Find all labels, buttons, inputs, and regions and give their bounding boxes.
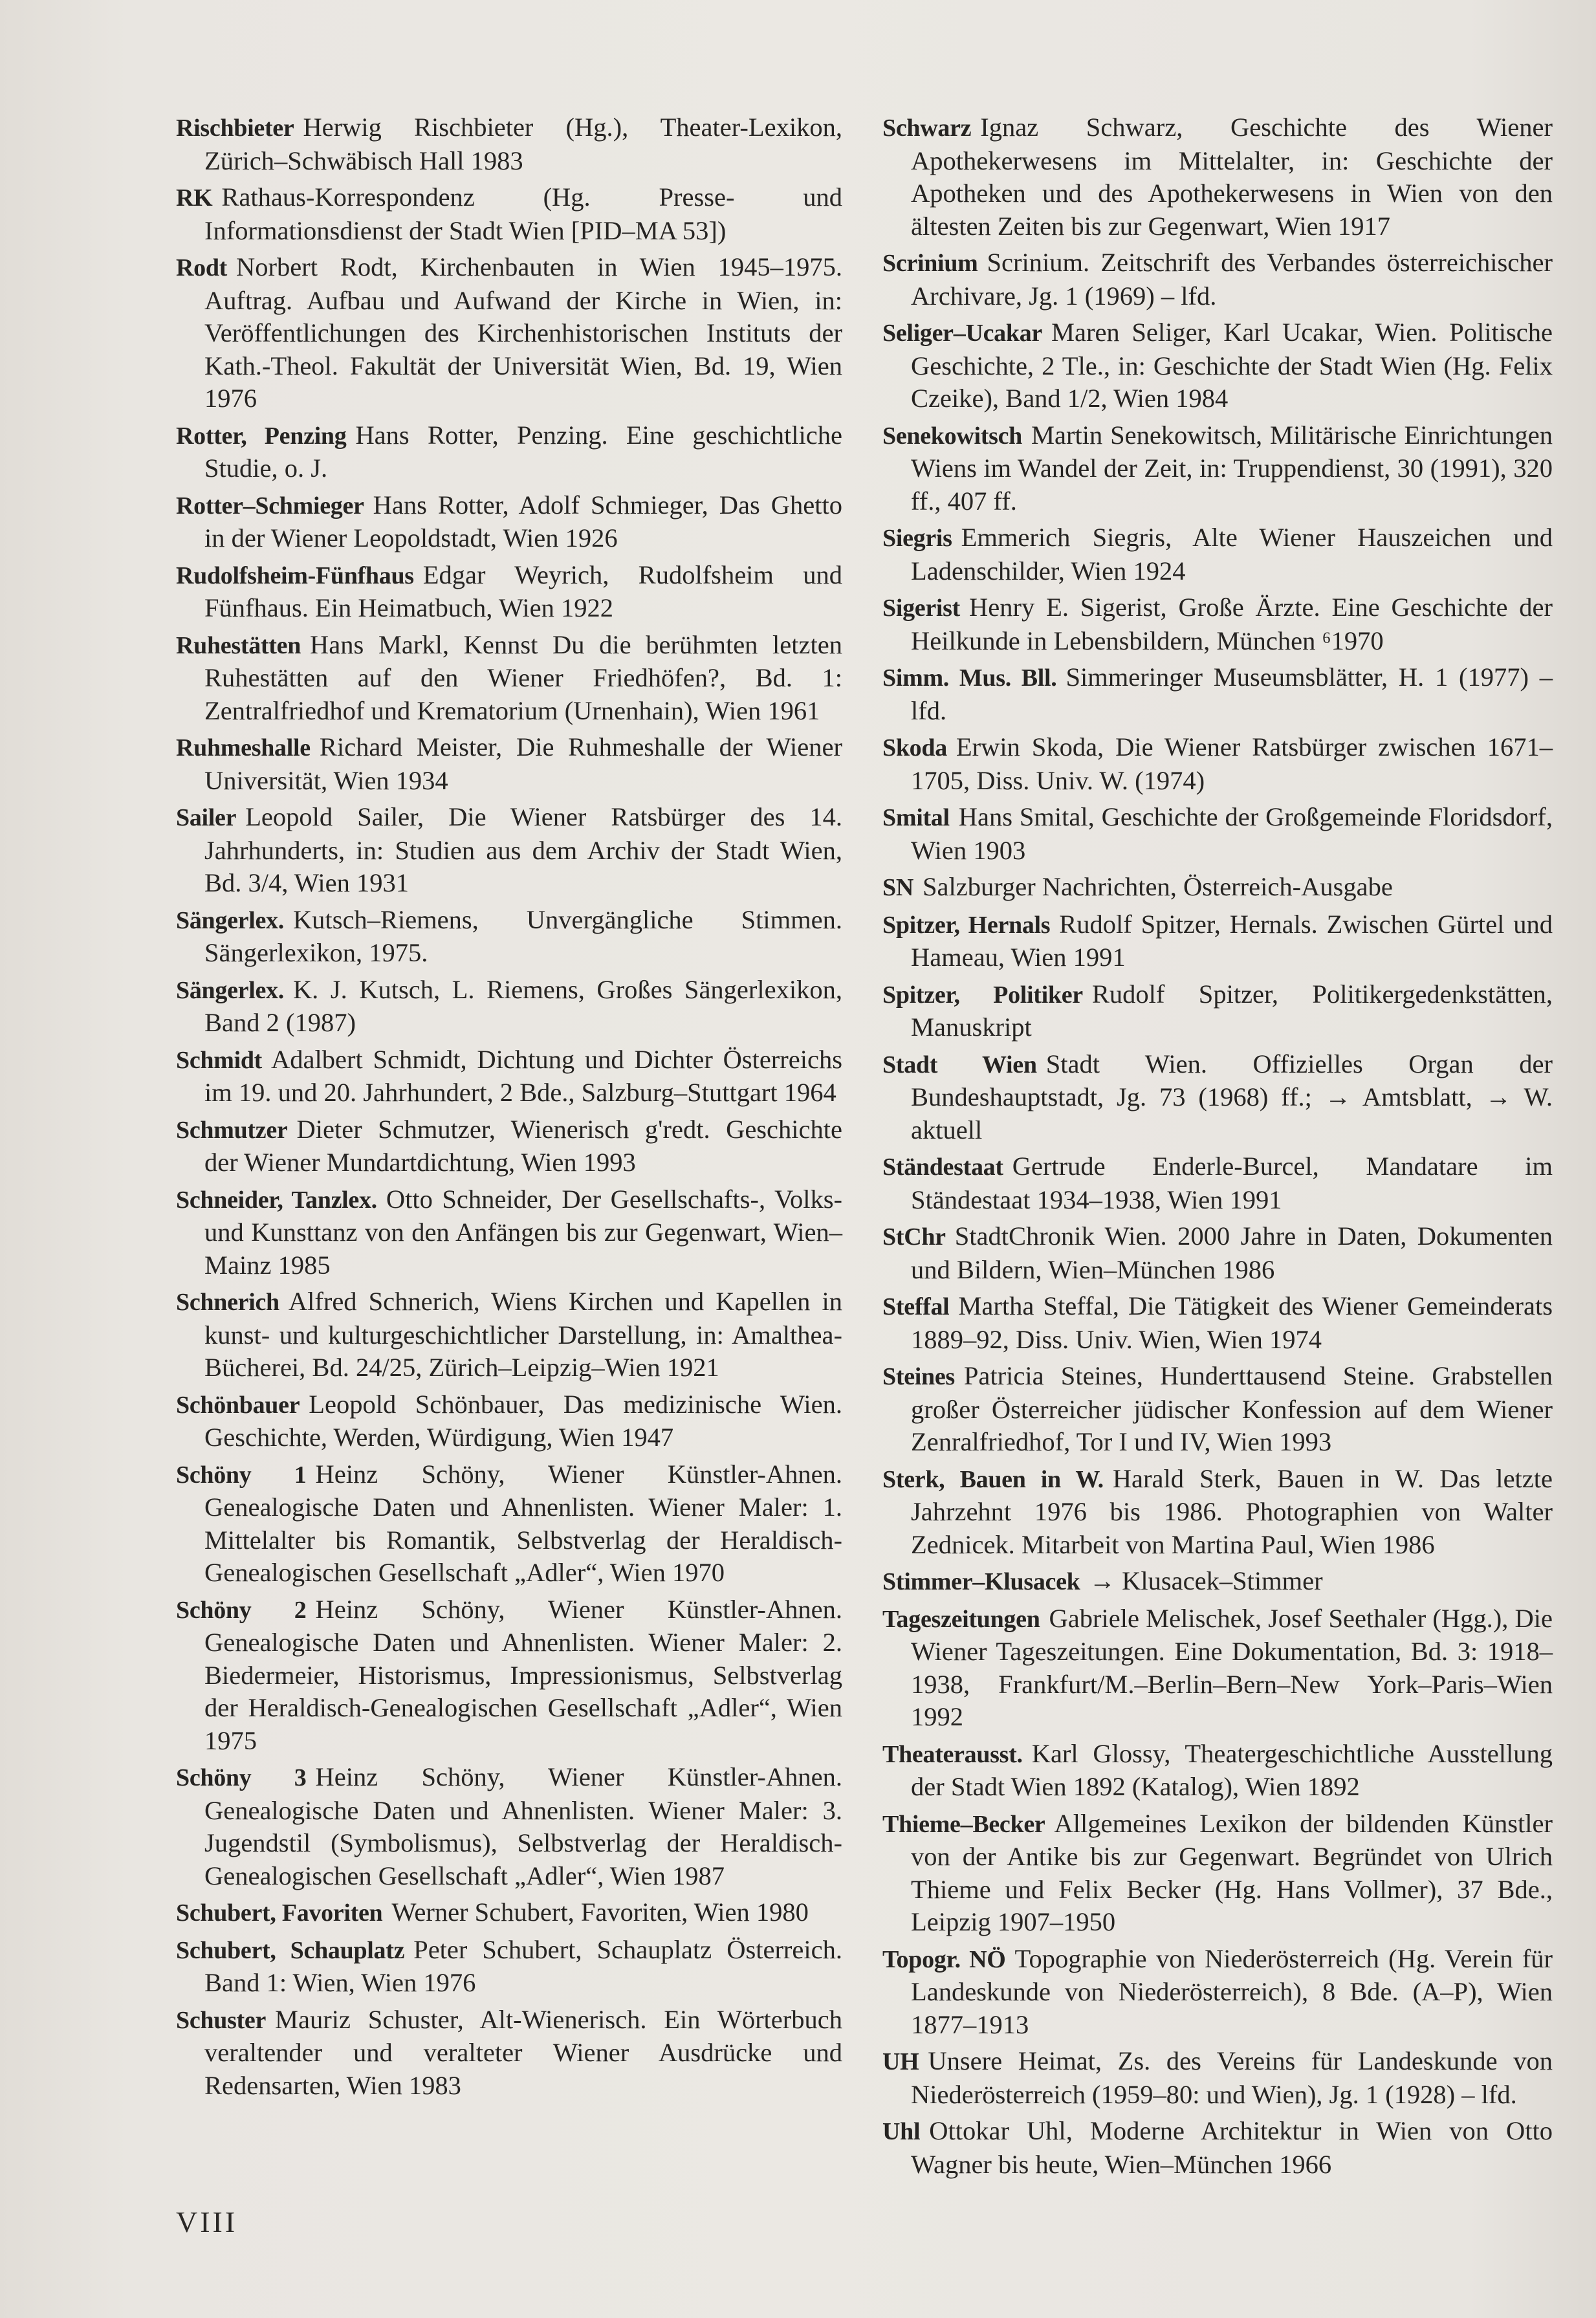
- entry-abbreviation: Schönbauer: [176, 1391, 300, 1419]
- entry-citation: Karl Glossy, Theatergeschichtliche Ausstellung der Stadt Wien 1892 (Katalog), Wien 1892: [911, 1738, 1553, 1801]
- bibliography-entry: [882, 419, 1553, 518]
- bibliography-entry: [176, 2004, 842, 2103]
- entry-abbreviation: Ruhmeshalle: [176, 734, 311, 761]
- entry-abbreviation: SN: [882, 874, 913, 901]
- entry-citation: Harald Sterk, Bauen in W. Das letzte Jahrzehnt 1976 bis 1986. Photographien von Walter Zednicek. Mitarbeit von Martina Paul, Wien 1986: [911, 1463, 1553, 1559]
- bibliography-entry: [882, 2115, 1553, 2181]
- entry-citation: K. J. Kutsch, L. Riemens, Großes Sängerlexikon, Band 2 (1987): [204, 974, 842, 1037]
- bibliography-entry: [882, 1463, 1553, 1562]
- entry-citation: Ottokar Uhl, Moderne Architektur in Wien von Otto Wagner bis heute, Wien–München 1966: [911, 2116, 1553, 2179]
- entry-abbreviation: UH: [882, 2048, 919, 2075]
- entry-citation: Hans Rotter, Adolf Schmieger, Das Ghetto in der Wiener Leopoldstadt, Wien 1926: [204, 490, 842, 552]
- bibliography-entry: [176, 181, 842, 247]
- entry-citation: Edgar Weyrich, Rudolfsheim und Fünfhaus. Ein Heimatbuch, Wien 1922: [204, 560, 842, 622]
- entry-citation: Richard Meister, Die Ruhmeshalle der Wiener Universität, Wien 1934: [204, 732, 842, 795]
- entry-citation: Rudolf Spitzer, Hernals. Zwischen Gürtel und Hameau, Wien 1991: [911, 909, 1553, 972]
- entry-abbreviation: Uhl: [882, 2118, 921, 2145]
- entry-citation: Topographie von Niederösterreich (Hg. Verein für Landeskunde von Niederösterreich), 8 Bde. (A–P), Wien 1877–1913: [911, 1943, 1553, 2039]
- entry-abbreviation: Senekowitsch: [882, 422, 1022, 450]
- entry-citation: Heinz Schöny, Wiener Künstler-Ahnen. Genealogische Daten und Ahnenlisten. Wiener Maler: 3. Jugendstil (Symbolismus), Selbstverlag der Heraldisch-Genealogischen Gesellschaft „Adler“, Wien 1987: [204, 1762, 842, 1890]
- entry-citation: Gabriele Melischek, Josef Seethaler (Hgg.), Die Wiener Tageszeitungen. Eine Dokumentation, Bd. 3: 1918–1938, Frankfurt/M.–Berlin–Bern–New York–Paris–Wien 1992: [911, 1603, 1553, 1731]
- bibliography-entry: [176, 1934, 842, 2000]
- entry-citation: Alfred Schnerich, Wiens Kirchen und Kapellen in kunst- und kulturgeschichtlicher Darstellung, in: Amalthea-Bücherei, Bd. 24/25, Zürich–Leipzig–Wien 1921: [204, 1287, 842, 1382]
- bibliography-entry: [882, 978, 1553, 1044]
- entry-abbreviation: Sigerist: [882, 595, 961, 622]
- bibliography-entry: [176, 1285, 842, 1384]
- entry-abbreviation: Schöny 3: [176, 1764, 307, 1791]
- entry-abbreviation: Steffal: [882, 1293, 950, 1320]
- bibliography-entry: [882, 731, 1553, 797]
- bibliography-entry: [176, 111, 842, 177]
- entry-citation: Heinz Schöny, Wiener Künstler-Ahnen. Genealogische Daten und Ahnenlisten. Wiener Maler: 2. Biedermeier, Historismus, Impressionismus, Selbstverlag der Heraldisch-Genealogischen Gesellschaft „Adler“, Wien 1975: [204, 1594, 842, 1755]
- entry-citation: Leopold Sailer, Die Wiener Ratsbürger des 14. Jahrhunderts, in: Studien aus dem Archiv der Stadt Wien, Bd. 3/4, Wien 1931: [204, 802, 842, 897]
- bibliography-entry: [882, 111, 1553, 243]
- entry-abbreviation: Schubert, Favoriten: [176, 1899, 383, 1927]
- bibliography-entry: [176, 1761, 842, 1892]
- bibliography-entry: [176, 1593, 842, 1758]
- bibliography-entry: [882, 316, 1553, 415]
- bibliography-entry: [882, 2045, 1553, 2111]
- bibliography-entry: [882, 1808, 1553, 1939]
- entry-abbreviation: Schwarz: [882, 115, 972, 142]
- bibliography-entry: [882, 1220, 1553, 1286]
- entry-citation: Leopold Schönbauer, Das medizinische Wien. Geschichte, Werden, Würdigung, Wien 1947: [204, 1389, 842, 1452]
- entry-citation: Werner Schubert, Favoriten, Wien 1980: [391, 1897, 809, 1927]
- entry-citation: Patricia Steines, Hunderttausend Steine. Grabstellen großer Österreicher jüdischer Konfession auf dem Wiener Zenralfriedhof, Tor I und IV, Wien 1993: [911, 1361, 1553, 1456]
- entry-abbreviation: Siegris: [882, 525, 952, 552]
- entry-citation: Maren Seliger, Karl Ucakar, Wien. Politische Geschichte, 2 Tle., in: Geschichte der Stadt Wien (Hg. Felix Czeike), Band 1/2, Wien 1984: [911, 318, 1553, 413]
- bibliography-entry: [882, 1048, 1553, 1147]
- entry-abbreviation: Smital: [882, 804, 950, 831]
- entry-abbreviation: Sängerlex.: [176, 906, 284, 934]
- entry-abbreviation: Stimmer–Klusacek: [882, 1568, 1080, 1595]
- bibliography-entry: [882, 1738, 1553, 1804]
- bibliography-entry: [176, 1388, 842, 1454]
- entry-abbreviation: Stadt Wien: [882, 1051, 1037, 1078]
- entry-abbreviation: Theaterausst.: [882, 1740, 1023, 1768]
- entry-abbreviation: Schöny 2: [176, 1596, 307, 1624]
- entry-abbreviation: RK: [176, 184, 213, 212]
- entry-citation: Norbert Rodt, Kirchenbauten in Wien 1945–1975. Auftrag. Aufbau und Aufwand der Kirche in Wien, in: Veröffentlichungen des Kirchenhistorischen Instituts der Kath.-Theol. Fakultät der Universität Wien, Bd. 19, Wien 1976: [204, 252, 842, 413]
- entry-abbreviation: Rotter–Schmieger: [176, 492, 364, 519]
- entry-abbreviation: Schneider, Tanzlex.: [176, 1186, 377, 1214]
- entry-abbreviation: Rischbieter: [176, 115, 294, 142]
- entry-abbreviation: Spitzer, Politiker: [882, 981, 1083, 1009]
- entry-abbreviation: Topogr. NÖ: [882, 1945, 1006, 1973]
- bibliography-entry: [882, 591, 1553, 657]
- entry-citation: Ignaz Schwarz, Geschichte des Wiener Apothekerwesens im Mittelalter, in: Geschichte der Apotheken und des Apothekerwesens in Wien von den ältesten Zeiten bis zur Gegenwart, Wien 1917: [911, 113, 1553, 241]
- entry-abbreviation: Rodt: [176, 254, 228, 281]
- bibliography-entry: [882, 521, 1553, 587]
- bibliography-entry: [176, 904, 842, 970]
- bibliography-entry: [176, 974, 842, 1040]
- left-column: [176, 111, 842, 2106]
- entry-abbreviation: Rudolfsheim-Fünfhaus: [176, 562, 414, 589]
- entry-citation: Hans Rotter, Penzing. Eine geschichtliche Studie, o. J.: [204, 420, 843, 483]
- bibliography-entry: [882, 801, 1553, 867]
- entry-citation: Hans Smital, Geschichte der Großgemeinde Floridsdorf, Wien 1903: [911, 802, 1553, 865]
- entry-citation: Simmeringer Museumsblätter, H. 1 (1977) – lfd.: [911, 662, 1553, 725]
- entry-abbreviation: Seliger–Ucakar: [882, 320, 1042, 347]
- entry-abbreviation: Tageszeitungen: [882, 1605, 1040, 1633]
- entry-citation: Allgemeines Lexikon der bildenden Künstler von der Antike bis zur Gegenwart. Begründet von Ulrich Thieme und Felix Becker (Hg. Hans Vollmer), 37 Bde., Leipzig 1907–1950: [911, 1808, 1553, 1936]
- entry-citation: Henry E. Sigerist, Große Ärzte. Eine Geschichte der Heilkunde in Lebensbildern, München ⁶1970: [911, 593, 1553, 655]
- entry-abbreviation: Sterk, Bauen in W.: [882, 1465, 1104, 1493]
- bibliography-entry: [882, 246, 1553, 312]
- bibliography-entry: [882, 1360, 1553, 1459]
- right-column: [882, 111, 1553, 2185]
- entry-citation: Herwig Rischbieter (Hg.), Theater-Lexikon, Zürich–Schwäbisch Hall 1983: [204, 113, 842, 175]
- bibliography-entry: [882, 1565, 1553, 1599]
- entry-citation: Otto Schneider, Der Gesellschafts-, Volks- und Kunsttanz von den Anfängen bis zur Gegenwart, Wien–Mainz 1985: [204, 1184, 842, 1280]
- entry-citation: Scrinium. Zeitschrift des Verbandes österreichischer Archivare, Jg. 1 (1969) – lfd.: [911, 248, 1553, 311]
- entry-citation: Rudolf Spitzer, Politikergedenkstätten, Manuskript: [911, 979, 1553, 1042]
- bibliography-entry: [176, 731, 842, 797]
- entry-abbreviation: Ruhestätten: [176, 631, 301, 659]
- bibliography-entry: [882, 1602, 1553, 1734]
- entry-citation: Kutsch–Riemens, Unvergängliche Stimmen. Sängerlexikon, 1975.: [204, 904, 842, 967]
- entry-citation: Dieter Schmutzer, Wienerisch g'redt. Geschichte der Wiener Mundartdichtung, Wien 1993: [204, 1114, 842, 1177]
- entry-citation: Heinz Schöny, Wiener Künstler-Ahnen. Genealogische Daten und Ahnenlisten. Wiener Maler: 1. Mittelalter bis Romantik, Selbstverlag der Heraldisch-Genealogischen Gesellschaft „Adler“, Wien 1970: [204, 1459, 842, 1587]
- bibliography-entry: [176, 1183, 842, 1282]
- bibliography-entry: [176, 489, 842, 555]
- entry-citation: Erwin Skoda, Die Wiener Ratsbürger zwischen 1671–1705, Diss. Univ. W. (1974): [911, 732, 1553, 795]
- entry-abbreviation: Schnerich: [176, 1289, 279, 1316]
- entry-citation: → Klusacek–Stimmer: [1089, 1566, 1323, 1595]
- entry-citation: Adalbert Schmidt, Dichtung und Dichter Österreichs im 19. und 20. Jahrhundert, 2 Bde., Salzburg–Stuttgart 1964: [204, 1044, 842, 1107]
- entry-citation: Hans Markl, Kennst Du die berühmten letzten Ruhestätten auf den Wiener Friedhöfen?, Bd. 1: Zentralfriedhof und Krematorium (Urnenhain), Wien 1961: [204, 629, 842, 725]
- bibliography-entry: [176, 1896, 842, 1930]
- entry-citation: Emmerich Siegris, Alte Wiener Hauszeichen und Ladenschilder, Wien 1924: [911, 523, 1553, 585]
- page-number: VIII: [176, 2205, 238, 2238]
- entry-abbreviation: Skoda: [882, 734, 947, 761]
- entry-abbreviation: Steines: [882, 1363, 955, 1390]
- entry-citation: StadtChronik Wien. 2000 Jahre in Daten, Dokumenten und Bildern, Wien–München 1986: [911, 1221, 1553, 1284]
- entry-citation: Gertrude Enderle-Burcel, Mandatare im Ständestaat 1934–1938, Wien 1991: [911, 1152, 1553, 1214]
- entry-citation: Unsere Heimat, Zs. des Vereins für Landeskunde von Niederösterreich (1959–80: und Wien), Jg. 1 (1928) – lfd.: [911, 2046, 1553, 2109]
- bibliography-entry: [176, 419, 842, 485]
- entry-citation: Salzburger Nachrichten, Österreich-Ausgabe: [922, 872, 1393, 901]
- entry-abbreviation: Schmutzer: [176, 1116, 288, 1144]
- bibliography-entry: [882, 661, 1553, 727]
- entry-citation: Stadt Wien. Offizielles Organ der Bundeshauptstadt, Jg. 73 (1968) ff.; → Amtsblatt, → W. aktuell: [911, 1049, 1553, 1144]
- entry-abbreviation: Schöny 1: [176, 1461, 307, 1489]
- entry-abbreviation: Ständestaat: [882, 1154, 1003, 1181]
- entry-abbreviation: Schmidt: [176, 1046, 263, 1074]
- bibliography-entry: [176, 1113, 842, 1179]
- entry-citation: Mauriz Schuster, Alt-Wienerisch. Ein Wörterbuch veraltender und veralteter Wiener Ausdrücke und Redensarten, Wien 1983: [204, 2004, 842, 2100]
- bibliography-entry: [882, 1943, 1553, 2042]
- bibliography-entry: [176, 559, 842, 625]
- entry-citation: Peter Schubert, Schauplatz Österreich. Band 1: Wien, Wien 1976: [204, 1934, 842, 1997]
- bibliography-entry: [176, 801, 842, 900]
- bibliography-entry: [176, 629, 842, 728]
- entry-abbreviation: Sängerlex.: [176, 976, 284, 1004]
- entry-abbreviation: Scrinium: [882, 250, 978, 277]
- entry-abbreviation: StChr: [882, 1223, 946, 1251]
- entry-abbreviation: Schuster: [176, 2006, 267, 2034]
- entry-citation: Martin Senekowitsch, Militärische Einrichtungen Wiens im Wandel der Zeit, in: Truppendienst, 30 (1991), 320 ff., 407 ff.: [911, 420, 1553, 516]
- entry-abbreviation: Rotter, Penzing: [176, 422, 347, 450]
- bibliography-entry: [882, 1290, 1553, 1356]
- entry-citation: Martha Steffal, Die Tätigkeit des Wiener Gemeinderats 1889–92, Diss. Univ. Wien, Wien 1974: [911, 1291, 1553, 1354]
- entry-citation: Rathaus-Korrespondenz (Hg. Presse- und Informationsdienst der Stadt Wien [PID–MA 53]): [204, 182, 842, 245]
- bibliography-entry: [882, 908, 1553, 974]
- entry-abbreviation: Simm. Mus. Bll.: [882, 664, 1057, 692]
- bibliography-entry: [176, 1044, 842, 1110]
- bibliography-entry: [882, 1150, 1553, 1216]
- bibliography-entry: [882, 871, 1553, 904]
- bibliography-entry: [176, 1458, 842, 1590]
- entry-abbreviation: Sailer: [176, 804, 237, 831]
- entry-abbreviation: Spitzer, Hernals: [882, 911, 1051, 939]
- entry-abbreviation: Thieme–Becker: [882, 1810, 1045, 1838]
- bibliography-entry: [176, 251, 842, 415]
- entry-abbreviation: Schubert, Schauplatz: [176, 1936, 405, 1964]
